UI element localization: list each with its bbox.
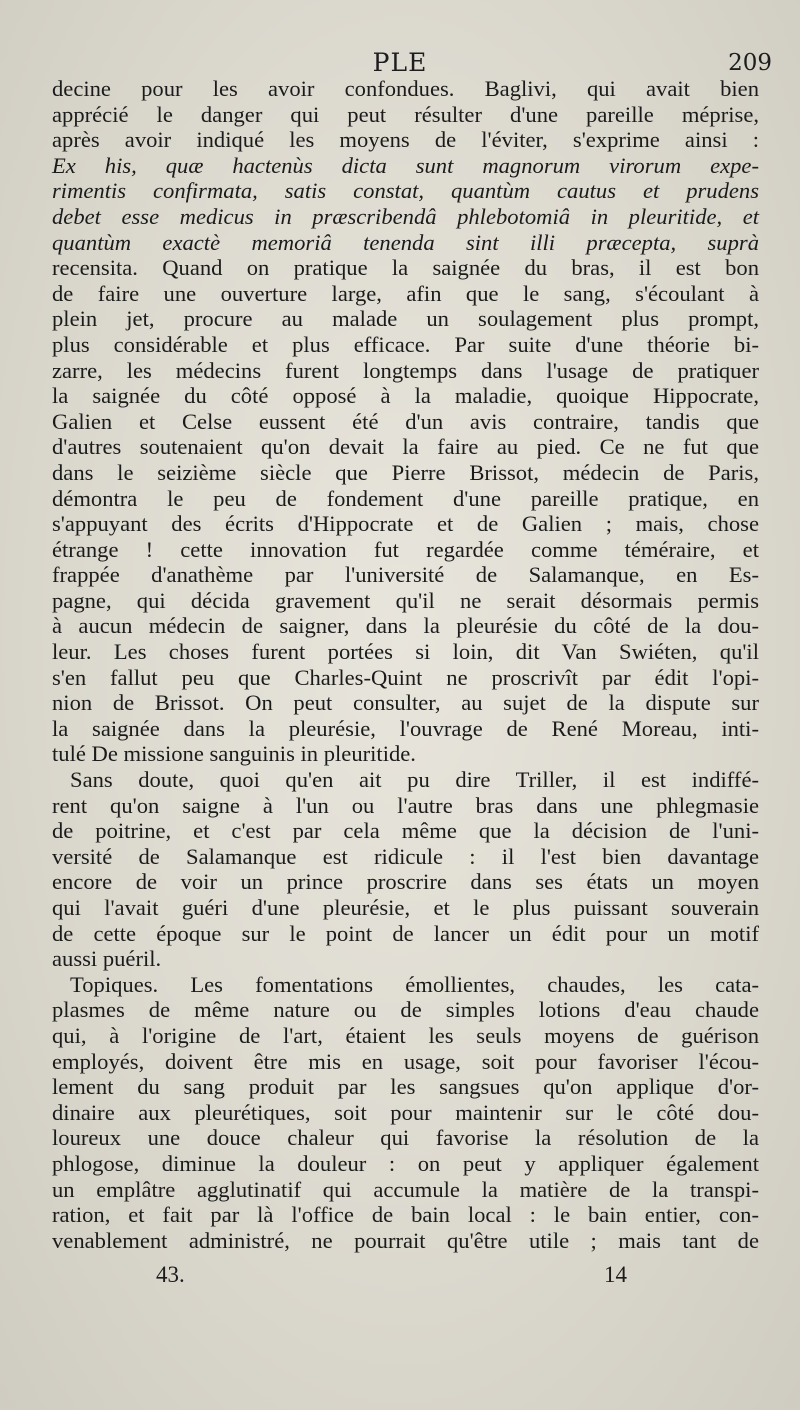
text-line: après avoir indiqué les moyens de l'éviter, s'exprime ainsi : — [52, 127, 759, 153]
text-line: rent qu'on saigne à l'un ou l'autre bras dans une phlegmasie — [52, 792, 759, 818]
text-line: démontra le peu de fondement d'une pareille pratique, en — [52, 485, 759, 511]
text-line: la saignée dans la pleurésie, l'ouvrage de René Moreau, inti- — [52, 715, 759, 741]
text-line: debet esse medicus in præscribendâ phlebotomiâ in pleuritide, et — [52, 203, 759, 229]
text-line: phlogose, diminue la douleur : on peut y appliquer également — [52, 1150, 759, 1176]
text-line: Topiques. Les fomentations émollientes, chaudes, les cata- — [70, 971, 759, 997]
text-line: d'autres soutenaient qu'on devait la faire au pied. Ce ne fut que — [52, 434, 759, 460]
text-line: Sans doute, quoi qu'en ait pu dire Triller, il est indiffé- — [70, 767, 759, 793]
text-line: zarre, les médecins furent longtemps dans l'usage de pratiquer — [52, 357, 759, 383]
text-line: à aucun médecin de saigner, dans la pleurésie du côté de la dou- — [52, 613, 759, 639]
quire-mark: 14 — [604, 1262, 627, 1287]
text-line: qui l'avait guéri d'une pleurésie, et le plus puissant souverain — [52, 895, 759, 920]
text-line: étrange ! cette innovation fut regardée comme téméraire, et — [52, 536, 759, 562]
text-line: plein jet, procure au malade un soulagement plus prompt, — [52, 306, 759, 332]
body-text — [52, 76, 759, 1253]
text-line: employés, doivent être mis en usage, soit pour favoriser l'écou- — [52, 1048, 759, 1074]
text-line: s'en fallut peu que Charles-Quint ne proscrivît par édit l'opi- — [52, 664, 759, 690]
text-line: versité de Salamanque est ridicule : il l'est bien davantage — [52, 843, 759, 869]
text-line: pagne, qui décida gravement qu'il ne serait désormais permis — [52, 587, 759, 613]
text-line: s'appuyant des écrits d'Hippocrate et de Galien ; mais, chose — [52, 511, 759, 537]
text-line: la saignée du côté opposé à la maladie, quoique Hippocrate, — [52, 383, 759, 409]
text-line: nion de Brissot. On peut consulter, au sujet de la dispute sur — [52, 690, 759, 716]
signature-mark: 43. — [156, 1262, 185, 1287]
text-line: qui, à l'origine de l'art, étaient les seuls moyens de guérison — [52, 1022, 759, 1048]
page-number: 209 — [728, 50, 772, 76]
text-line: recensita. Quand on pratique la saignée du bras, il est bon — [52, 255, 759, 281]
text-line: un emplâtre agglutinatif qui accumule la matière de la transpi- — [52, 1176, 759, 1202]
text-line: dans le seizième siècle que Pierre Brissot, médecin de Paris, — [52, 459, 759, 485]
text-line: plasmes de même nature ou de simples lotions d'eau chaude — [52, 997, 759, 1023]
text-line: loureux une douce chaleur qui favorise la résolution de la — [52, 1125, 759, 1151]
text-line: rimentis confirmata, satis constat, quantùm cautus et prudens — [52, 178, 759, 204]
text-line: venablement administré, ne pourrait qu'être utile ; mais tant de — [52, 1227, 759, 1253]
text-line: lement du sang produit par les sangsues qu'on applique d'or- — [52, 1074, 759, 1100]
text-line: frappée d'anathème par l'université de Salamanque, en Es- — [52, 562, 759, 588]
text-line: encore de voir un prince proscrire dans ses états un moyen — [52, 869, 759, 895]
text-line: plus considérable et plus efficace. Par suite d'une théorie bi- — [52, 331, 759, 357]
text-line: ration, et fait par là l'office de bain local : le bain entier, con- — [52, 1202, 759, 1228]
text-line: de cette époque sur le point de lancer un édit pour un motif — [52, 920, 759, 946]
text-line: Galien et Celse eussent été d'un avis contraire, tandis que — [52, 408, 759, 434]
page-footer — [0, 1262, 800, 1302]
text-line: de faire une ouverture large, afin que le sang, s'écoulant à — [52, 280, 759, 306]
text-line: de poitrine, et c'est par cela même que la décision de l'uni- — [52, 818, 759, 844]
text-line: dinaire aux pleurétiques, soit pour maintenir sur le côté dou- — [52, 1099, 759, 1125]
running-title: PLE — [372, 48, 428, 77]
text-line: quantùm exactè memoriâ tenenda sint illi præcepta, suprà — [52, 229, 759, 255]
text-line: leur. Les choses furent portées si loin, dit Van Swiéten, qu'il — [52, 639, 759, 665]
text-line: apprécié le danger qui peut résulter d'une pareille méprise, — [52, 101, 759, 127]
text-line: Ex his, quæ hactenùs dicta sunt magnorum virorum expe- — [52, 152, 759, 178]
text-line: tulé De missione sanguinis in pleuritide. — [52, 741, 416, 767]
text-line: aussi puéril. — [52, 946, 162, 972]
text-line: decine pour les avoir confondues. Baglivi, qui avait bien — [52, 76, 759, 101]
